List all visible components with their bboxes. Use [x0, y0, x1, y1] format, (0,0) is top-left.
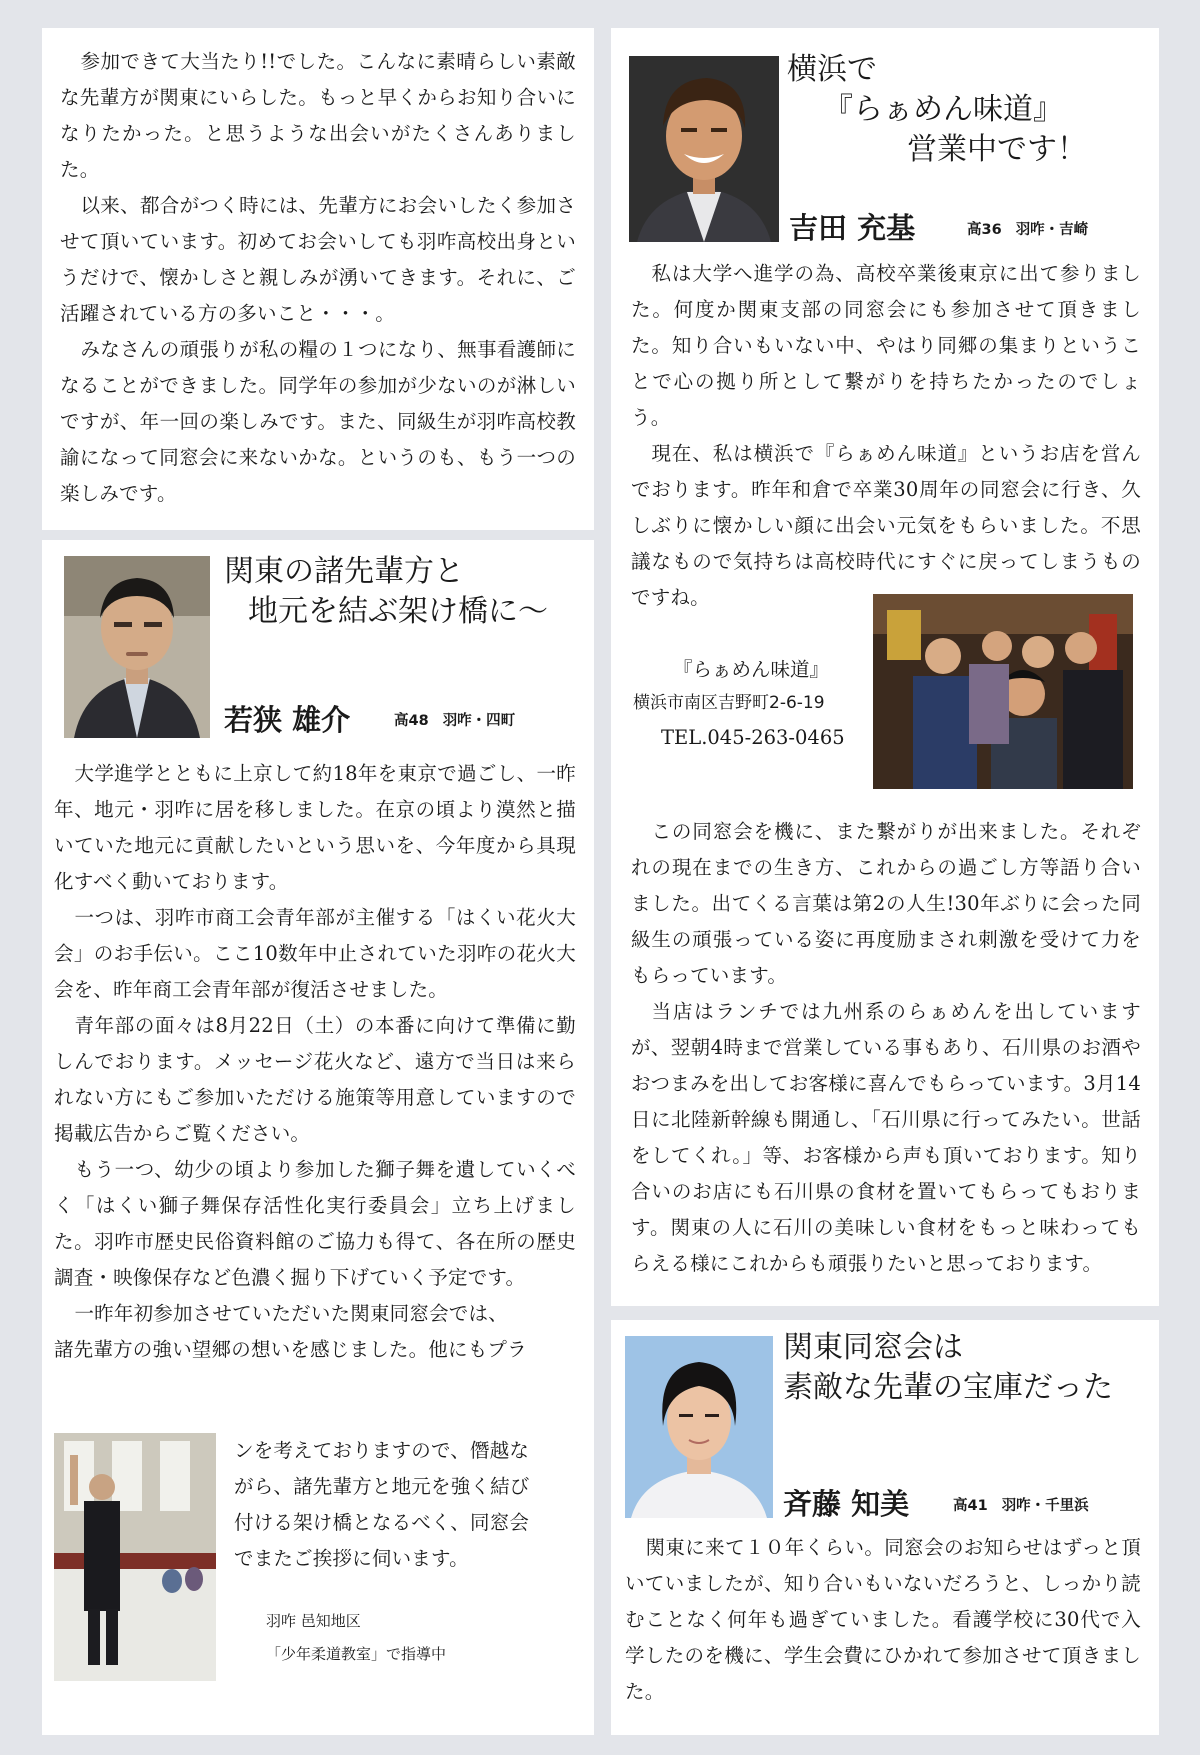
shop-name: 『らぁめん味道』	[673, 658, 830, 681]
headline-line: 『らぁめん味道』	[823, 92, 1063, 127]
wakasa-article	[42, 540, 594, 1735]
article-paragraph: 現在、私は横浜で『らぁめん味道』というお店を営んでおります。昨年和倉で卒業30周年の同窓会に行き、久しぶりに懐かしい顔に出会い元気をもらいました。不思議なもので気持ちは高校時代にすぐに戻ってしまうものですね。	[631, 442, 1141, 609]
judo-class-photo	[54, 1433, 216, 1681]
article-paragraph-line: 一昨年初参加させていただいた関東同窓会では、	[74, 1302, 508, 1325]
article-body	[625, 1530, 1141, 1710]
author-meta	[953, 1494, 1103, 1515]
headline	[787, 50, 1087, 170]
headline-line: 横浜で	[787, 52, 877, 87]
author-name: 若狭 雄介	[224, 703, 351, 737]
headline-line: 関東同窓会は	[783, 1330, 963, 1365]
headline	[224, 552, 548, 632]
article-paragraph-line: ンを考えておりますので、僭越な	[234, 1439, 530, 1462]
article-paragraph: 青年部の面々は8月22日（土）の本番に向けて準備に勤しんでおります。メッセージ花火など、遠方で当日は来られない方にもご参加いただける施策等用意していますので掲載広告からご覧ください。	[54, 1014, 576, 1145]
article-paragraph: 関東に来て１０年くらい。同窓会のお知らせはずっと頂いていましたが、知り合いもいないだろうと、しっかり読むことなく何年も過ぎていました。看護学校に30代で入学したのを機に、学生会費にひかれて参加させて頂きました。	[625, 1536, 1141, 1703]
shop-group-photo	[873, 594, 1133, 789]
author-meta	[967, 218, 1102, 239]
article-paragraph: 私は大学へ進学の為、高校卒業後東京に出て参りました。何度か関東支部の同窓会にも参加させて頂きました。知り合いもいない中、やはり同郷の集まりということで心の拠り所として繋がりを持ちたかったのでしょう。	[631, 262, 1141, 429]
author-name: 吉田 充基	[789, 211, 916, 245]
article-paragraph-line: 付ける架け橋となるべく、同窓会	[234, 1511, 530, 1534]
shop-address: 横浜市南区吉野町2-6-19	[633, 693, 825, 713]
headline-line: 関東の諸先輩方と	[224, 554, 464, 589]
author-meta	[394, 709, 529, 730]
headline-line: 営業中です！	[907, 132, 1087, 167]
article-paragraph: 一つは、羽咋市商工会青年部が主催する「はくい花火大会」のお手伝い。ここ10数年中止されていた羽咋の花火大会を、昨年商工会青年部が復活させました。	[54, 906, 576, 1001]
portrait-photo-yoshida	[629, 56, 779, 242]
article-paragraph: この同窓会を機に、また繋がりが出来ました。それぞれの現在までの生き方、これからの過ごし方等語り合いました。出てくる言葉は第2の人生!30年ぶりに会った同級生の頑張っている姿に再度励まされ刺激を受けて力をもらっています。	[631, 820, 1141, 987]
article-paragraph: みなさんの頑張りが私の糧の１つになり、無事看護師になることができました。同学年の参加が少ないのが淋しいですが、年一回の楽しみです。また、同級生が羽咋高校教諭になって同窓会に来ないかな。というのも、もう一つの楽しみです。	[60, 338, 576, 505]
article-body	[631, 256, 1141, 616]
article-paragraph-line: がら、諸先輩方と地元を強く結び	[234, 1475, 530, 1498]
class-year: 高41	[953, 1498, 988, 1514]
article-paragraph: もう一つ、幼少の頃より参加した獅子舞を遺していくべく「はくい獅子舞保存活性化実行委員会」立ち上げました。羽咋市歴史民俗資料館のご協力も得て、各在所の歴史調査・映像保存など色濃く掘り下げていく予定です。	[54, 1158, 576, 1289]
headline	[783, 1328, 1113, 1408]
article-body	[54, 756, 576, 1368]
article-paragraph-line: 諸先輩方の強い望郷の想いを感じました。他にもプラ	[54, 1338, 527, 1361]
article-paragraph: 当店はランチでは九州系のらぁめんを出していますが、翌朝4時まで営業している事もあり、石川県のお酒やおつまみを出してお客様に喜んでもらっています。3月14日に北陸新幹線も開通し、「石川県に行ってみたい。世話をしてくれ。」等、お客様から声も頂いております。知り合いのお店にも石川県の食材を置いてもらってもおります。関東の人に石川の美味しい食材をもっと味わってもらえる様にこれからも頑張りたいと思っております。	[631, 1000, 1141, 1275]
yoshida-article	[611, 28, 1159, 1306]
headline-line: 地元を結ぶ架け橋に～	[248, 594, 548, 629]
shop-phone: TEL.045-263-0465	[661, 726, 845, 749]
photo-caption: 羽咋 邑知地区	[266, 1612, 361, 1630]
portrait-photo-wakasa	[64, 556, 210, 738]
hometown-area: 羽咋・四町	[442, 713, 516, 729]
article-body	[631, 814, 1141, 1282]
class-year: 高48	[394, 713, 429, 729]
class-year: 高36	[967, 222, 1002, 238]
author-name: 斉藤 知美	[783, 1487, 910, 1521]
hometown-area: 羽咋・千里浜	[1001, 1498, 1089, 1514]
article-paragraph: 以来、都合がつく時には、先輩方にお会いしたく参加させて頂いています。初めてお会いしても羽咋高校出身というだけで、懐かしさと親しみが湧いてきます。それに、ご活躍されている方の多いこと・・・。	[60, 194, 576, 325]
top-left-article	[42, 28, 594, 530]
article-paragraph: 大学進学とともに上京して約18年を東京で過ごし、一昨年、地元・羽咋に居を移しました。在京の頃より漠然と描いていた地元に貢献したいという思いを、今年度から具現化すべく動いております。	[54, 762, 576, 893]
article-paragraph: 参加できて大当たり!!でした。こんなに素晴らしい素敵な先輩方が関東にいらした。もっと早くからお知り合いになりたかった。と思うような出会いがたくさんありました。	[60, 50, 576, 181]
photo-caption: 「少年柔道教室」で指導中	[266, 1645, 447, 1663]
hometown-area: 羽咋・吉崎	[1015, 222, 1089, 238]
article-wrap-text	[234, 1433, 584, 1577]
portrait-photo-saito	[625, 1336, 773, 1518]
headline-line: 素敵な先輩の宝庫だった	[783, 1370, 1113, 1405]
article-paragraph-line: でまたご挨拶に伺います。	[234, 1547, 469, 1570]
saito-article	[611, 1320, 1159, 1735]
